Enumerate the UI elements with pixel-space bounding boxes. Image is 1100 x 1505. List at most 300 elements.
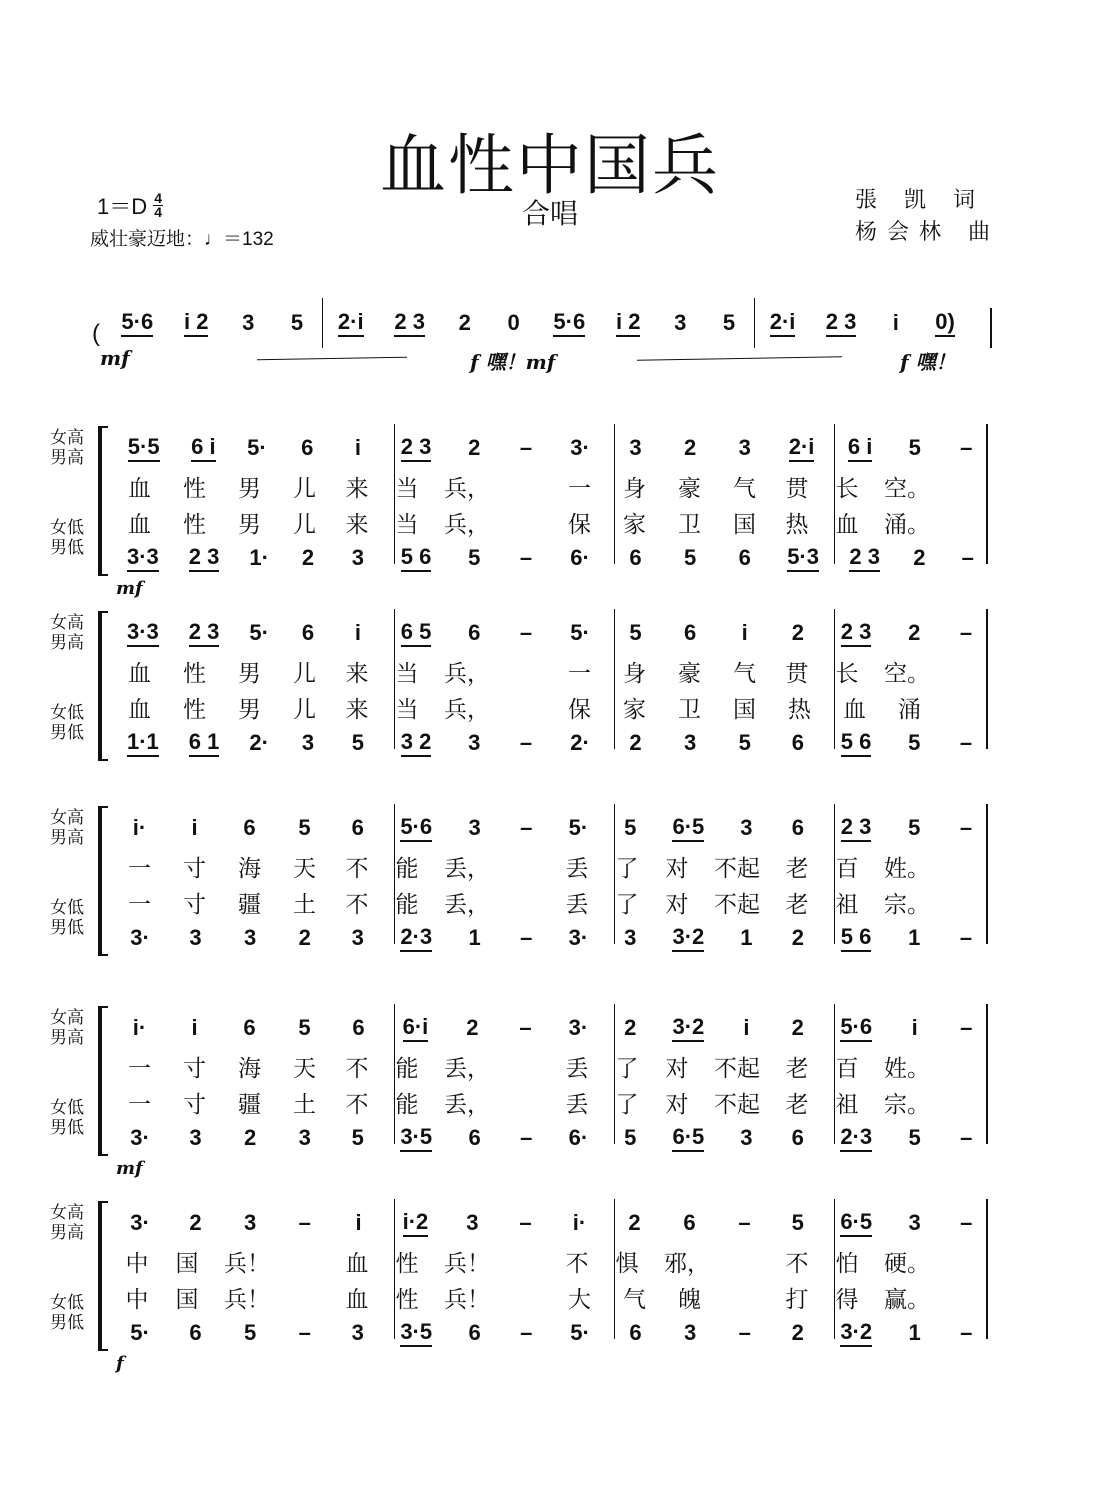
lyric-row	[112, 653, 992, 689]
measure	[552, 884, 772, 920]
lyric-syllable: 对	[665, 891, 689, 918]
lyric-syllable: 长	[835, 475, 859, 502]
note: 6·	[570, 545, 590, 570]
lower-voice-row	[112, 540, 992, 576]
crescendo-hairpin	[637, 356, 842, 361]
note: 5	[290, 310, 304, 335]
lyric-syllable: 国	[733, 696, 756, 723]
note: i	[354, 435, 361, 460]
lyric-syllable: 血	[835, 511, 859, 538]
note: 2 3	[394, 309, 425, 337]
measure	[772, 1243, 992, 1279]
lyric-syllable: 海	[238, 1055, 261, 1082]
note: –	[960, 1125, 973, 1150]
dynamic-mark: f 嘿！	[900, 350, 956, 374]
lyric-syllable: 豪	[678, 475, 701, 502]
lyric-syllable: 寸	[183, 891, 206, 918]
measure	[552, 725, 772, 761]
note: 3·	[568, 925, 589, 950]
note: 5 6	[841, 924, 872, 952]
measure	[552, 653, 772, 689]
barline	[394, 804, 395, 944]
measure	[112, 920, 332, 956]
note: 3	[242, 310, 255, 335]
lyric-syllable: 贯	[785, 660, 809, 687]
note: 5	[629, 620, 642, 645]
note: 3·2	[840, 1319, 872, 1347]
measure	[112, 848, 332, 884]
barline	[394, 1004, 395, 1144]
note: 2·i	[770, 309, 796, 337]
note: 5	[908, 1125, 921, 1150]
measure	[112, 1243, 332, 1279]
measure	[112, 468, 332, 504]
lyric-syllable: 能	[395, 1091, 419, 1118]
note: 3·	[130, 925, 150, 950]
lyric-syllable: 当	[395, 475, 419, 502]
note: 5·	[568, 815, 589, 840]
barline	[394, 424, 395, 564]
note: 5·6	[400, 814, 432, 842]
note: 5	[298, 1015, 311, 1040]
note: 6 i	[848, 434, 872, 462]
note: 6	[683, 1210, 696, 1235]
lyric-syllable: 丢，	[444, 1091, 490, 1118]
note: 2	[629, 730, 642, 755]
dynamic-mark: mf	[116, 578, 143, 599]
note: 6 i	[191, 434, 215, 462]
note: 6 5	[401, 619, 432, 647]
note: 2 3	[401, 434, 432, 462]
measure	[552, 615, 772, 651]
note: 3	[189, 925, 202, 950]
measure	[772, 884, 992, 920]
measure	[552, 430, 772, 466]
lyric-syllable: 对	[665, 855, 689, 882]
note: 5	[468, 545, 481, 570]
measure	[772, 1315, 992, 1351]
measure	[332, 430, 552, 466]
note: –	[960, 1320, 973, 1345]
lyric-syllable: 对	[665, 1091, 689, 1118]
lyric-syllable: 不起	[714, 855, 760, 882]
measure	[552, 1120, 772, 1156]
lyric-syllable: 性	[183, 696, 206, 723]
note: i 2	[184, 309, 208, 337]
lyric-syllable: 丢	[565, 855, 589, 882]
lyric-syllable: 来	[345, 511, 369, 538]
barline	[614, 804, 615, 944]
measure	[772, 920, 992, 956]
note: –	[961, 545, 974, 570]
note: 2	[908, 620, 921, 645]
measure	[112, 725, 332, 761]
measure	[552, 1279, 772, 1315]
lyric-syllable: 儿	[293, 475, 316, 502]
lyric-syllable: 血	[345, 1250, 369, 1277]
lyric-syllable: 宗。	[884, 1091, 930, 1118]
note: 3·	[568, 1015, 589, 1040]
lyric-syllable: 不起	[714, 1091, 760, 1118]
measure	[552, 540, 772, 576]
key-label: 1＝D	[97, 194, 148, 219]
lyric-syllable: 贯	[785, 475, 809, 502]
note: 2·3	[400, 924, 432, 952]
measure	[552, 1205, 772, 1241]
note: –	[520, 1320, 533, 1345]
lyric-syllable: 邪，	[664, 1250, 710, 1277]
lyric-row	[112, 689, 992, 725]
measure	[112, 689, 332, 725]
note: 6 1	[189, 729, 220, 757]
note: 5	[791, 1210, 804, 1235]
note: i	[191, 1015, 198, 1040]
lyric-syllable: 气	[733, 475, 756, 502]
lyric-syllable: 不	[345, 1055, 369, 1082]
note: i·	[132, 815, 147, 840]
note: 5	[624, 815, 637, 840]
note: 1	[468, 925, 481, 950]
note: –	[298, 1210, 311, 1235]
lyric-syllable: 一	[568, 660, 591, 687]
note: 2	[791, 620, 805, 645]
measure	[332, 689, 552, 725]
lyric-syllable: 土	[293, 891, 316, 918]
lyric-syllable: 长	[835, 660, 859, 687]
lyric-syllable: 宗。	[884, 891, 930, 918]
lyric-syllable: 热	[788, 696, 811, 723]
note: 6·5	[672, 814, 704, 842]
lyric-row	[112, 1243, 992, 1279]
note: 3	[468, 815, 481, 840]
measure	[332, 1315, 552, 1351]
measure	[112, 1315, 332, 1351]
tempo-marking: 威壮豪迈地：♩＝132	[90, 229, 274, 250]
measure	[112, 1205, 332, 1241]
lyric-syllable: 性	[395, 1286, 419, 1313]
measure	[772, 653, 992, 689]
note: 3	[683, 730, 697, 755]
lyric-syllable: 不	[345, 891, 369, 918]
note: 3·2	[672, 924, 704, 952]
measure	[332, 848, 552, 884]
lyric-syllable: 来	[345, 696, 369, 723]
lyric-syllable: 豪	[678, 660, 701, 687]
lyric-syllable: 打	[785, 1286, 809, 1313]
credits	[855, 185, 1000, 249]
note: –	[519, 1015, 532, 1040]
note: 2	[624, 1015, 637, 1040]
note: 2 3	[841, 619, 872, 647]
barline	[986, 1004, 988, 1144]
measure	[772, 848, 992, 884]
measure	[772, 1084, 992, 1120]
note: 2	[791, 1015, 804, 1040]
note: 5·6	[840, 1014, 872, 1042]
lyric-syllable: 当	[395, 696, 419, 723]
note: 2·i	[338, 309, 364, 337]
lyric-syllable: 来	[345, 660, 369, 687]
lyric-syllable: 中	[125, 1286, 149, 1313]
barline	[834, 424, 835, 564]
note: 5·6	[553, 309, 585, 337]
note: 1	[908, 1320, 921, 1345]
note: 2 3	[841, 814, 872, 842]
lyric-syllable: 兵！	[224, 1250, 270, 1277]
lyric-row	[112, 1279, 992, 1315]
measure	[112, 1279, 332, 1315]
barline	[834, 609, 835, 749]
lyric-syllable: 来	[345, 475, 369, 502]
note: 5·	[570, 1320, 590, 1345]
lyric-syllable: 丢	[565, 891, 589, 918]
dynamic-mark: f 嘿！mf	[470, 350, 556, 374]
upper-voice-row	[112, 430, 992, 466]
barline	[614, 609, 615, 749]
note: 6·5	[672, 1124, 704, 1152]
note: –	[738, 1210, 751, 1235]
lyric-syllable: 能	[395, 855, 419, 882]
lyric-syllable: 不起	[714, 891, 760, 918]
note: 3	[351, 925, 364, 950]
lyric-syllable: 对	[665, 1055, 689, 1082]
lyric-syllable: 不	[565, 1250, 589, 1277]
measure	[112, 653, 332, 689]
measure	[772, 615, 992, 651]
lyric-syllable: 空。	[884, 475, 930, 502]
system-bracket	[98, 1006, 108, 1156]
note: 5	[722, 310, 736, 335]
time-signature: $\frac{4}{4}$	[154, 190, 163, 220]
measure	[332, 540, 552, 576]
lyric-syllable: 兵！	[444, 1286, 490, 1313]
note: 6	[189, 1320, 202, 1345]
dynamic-mark: mf	[116, 1158, 143, 1179]
lower-voice-row	[112, 1315, 992, 1351]
measure	[552, 810, 772, 846]
lyric-syllable: 儿	[293, 511, 316, 538]
lyric-syllable: 国	[175, 1286, 199, 1313]
measure	[332, 920, 552, 956]
note: 2	[628, 1210, 641, 1235]
measure	[772, 1205, 992, 1241]
song-subtitle: 合唱	[521, 197, 578, 230]
note: 5	[908, 730, 921, 755]
measure	[112, 1010, 332, 1046]
lyric-syllable: 老	[785, 1055, 809, 1082]
note: 1	[740, 925, 753, 950]
system-bracket	[98, 426, 108, 576]
lyric-syllable: 兵！	[444, 1250, 490, 1277]
note: –	[519, 545, 533, 570]
note: –	[519, 620, 533, 645]
measure	[112, 504, 332, 540]
lyric-syllable: 祖	[835, 891, 859, 918]
dynamic-mark: f	[116, 1353, 124, 1374]
measure	[112, 615, 332, 651]
measure	[772, 1048, 992, 1084]
note: 3·5	[400, 1319, 432, 1347]
measure	[772, 810, 992, 846]
note: 3	[629, 435, 642, 460]
note: 3	[674, 310, 687, 335]
measure	[332, 884, 552, 920]
note: 3·5	[400, 1124, 432, 1152]
lyric-syllable: 身	[623, 660, 646, 687]
note: 5 6	[841, 729, 872, 757]
note: 3	[740, 815, 753, 840]
measure	[106, 298, 323, 348]
note: 5	[298, 815, 311, 840]
note: 3	[624, 925, 637, 950]
measure	[112, 430, 332, 466]
lyric-syllable: 男	[238, 511, 261, 538]
score-system: 女高 男高 女低 男低 5·5 6 i 5· 6 i 2 3 2 – 3· 3 2 3 2·i 6 i 5 – 血 性 男 儿 来 当 兵， 一 身 豪 气 贯 长 空。 血 性 男 儿 来 当 兵， 保 家 卫 国 热 血 涌。 3·3 2 3 1· 2 3 5 6 5 – 6· 6 5 6 5·3 2 3 2 – mf	[50, 420, 1000, 580]
note: 2	[468, 435, 481, 460]
measure	[332, 1084, 552, 1120]
intro-line	[92, 298, 992, 388]
lyric-syllable: 一	[128, 1091, 151, 1118]
note: 5	[908, 815, 921, 840]
note: i·2	[403, 1209, 429, 1237]
lyric-row	[112, 468, 992, 504]
lyric-syllable: 赢。	[884, 1286, 930, 1313]
lyric-syllable: 兵，	[444, 511, 490, 538]
measure	[112, 1120, 332, 1156]
note: 1·	[249, 545, 269, 570]
system-bracket	[98, 611, 108, 761]
measure	[332, 1048, 552, 1084]
barline	[834, 1199, 835, 1339]
lyric-syllable: 涌	[898, 696, 921, 723]
composer: 杨会林 曲	[855, 220, 1000, 245]
measure	[552, 1048, 772, 1084]
barline	[986, 609, 988, 749]
note: 6	[468, 1320, 481, 1345]
lyric-syllable: 卫	[678, 511, 701, 538]
intro-notes: ( 5·6 i 2 3 5 2·i 2 3 2 0 5·6 i 2 3 5 2·i 2 3 i 0)	[92, 298, 992, 348]
lyric-syllable: 不	[345, 1091, 369, 1118]
lyric-syllable: 血	[128, 475, 151, 502]
note: 2	[189, 1210, 202, 1235]
note: 6	[683, 620, 697, 645]
lyric-syllable: 不	[345, 855, 369, 882]
lyric-syllable: 性	[183, 660, 206, 687]
note: –	[960, 435, 973, 460]
note: 2 3	[826, 309, 857, 337]
note: 2·i	[789, 434, 815, 462]
note: –	[959, 620, 973, 645]
lyric-syllable: 血	[128, 660, 151, 687]
measure	[772, 430, 992, 466]
lyric-syllable: 疆	[238, 1091, 261, 1118]
lyric-syllable: 魄	[678, 1286, 701, 1313]
lyric-syllable: 不起	[714, 1055, 760, 1082]
upper-voice-row	[112, 810, 992, 846]
note: 6	[468, 1125, 481, 1150]
lyric-syllable: 性	[183, 511, 206, 538]
note: 3	[351, 1320, 364, 1345]
lyric-row	[112, 1048, 992, 1084]
lyric-row	[112, 848, 992, 884]
note: 3	[738, 435, 751, 460]
note: 3	[466, 1210, 479, 1235]
barline	[834, 804, 835, 944]
barline	[394, 1199, 395, 1339]
note: 0	[507, 310, 520, 335]
barline	[986, 804, 988, 944]
note: 5·	[570, 620, 590, 645]
note: 5	[243, 1320, 257, 1345]
lyric-syllable: 寸	[183, 855, 206, 882]
lyric-syllable: 寸	[183, 1091, 206, 1118]
measure	[332, 810, 552, 846]
note: 5·	[247, 435, 267, 460]
score-system: 女高 男高 女低 男低 i· i 6 5 6 6·i 2 – 3· 2 3·2 i 2 5·6 i – 一 寸 海 天 不 能 丢， 丢 了 对 不起 老 百 姓。 一 寸 疆 土 不 能 丢， 丢 了 对 不起 老 祖 宗。 3· 3 2 3 5 3·5 6 – 6· 5 6·5 3 6 2·3 5 – mf	[50, 1000, 1000, 1160]
lyric-syllable: 兵，	[444, 475, 490, 502]
note: 2	[466, 1015, 479, 1040]
lyric-syllable: 儿	[293, 660, 316, 687]
intro-dynamics	[92, 346, 992, 376]
lyric-syllable: 能	[395, 1055, 419, 1082]
barline	[986, 1199, 988, 1339]
note: 3	[243, 925, 257, 950]
note: 5	[683, 545, 697, 570]
note: 3 2	[401, 729, 432, 757]
lyric-syllable: 兵，	[444, 696, 490, 723]
measure	[332, 1243, 552, 1279]
measure	[552, 468, 772, 504]
note: i	[892, 310, 899, 335]
lyric-syllable: 天	[293, 855, 316, 882]
barline	[614, 1004, 615, 1144]
lower-voice-row	[112, 920, 992, 956]
lyric-syllable: 老	[785, 855, 809, 882]
measure	[332, 1205, 552, 1241]
lyric-syllable: 姓。	[884, 1055, 930, 1082]
note: 6·5	[840, 1209, 872, 1237]
note: 6	[791, 815, 805, 840]
upper-voice-row	[112, 1010, 992, 1046]
lyric-syllable: 姓。	[884, 855, 930, 882]
lyric-syllable: 家	[623, 696, 646, 723]
note: i·	[572, 1210, 587, 1235]
note: 2	[791, 1320, 804, 1345]
note: i 2	[616, 309, 640, 337]
measure	[332, 1010, 552, 1046]
measure	[772, 1279, 992, 1315]
note: 5·	[130, 1320, 150, 1345]
note: 2 3	[849, 544, 880, 572]
lyricist: 張 凯 词	[855, 188, 985, 213]
lyric-syllable: 能	[395, 891, 419, 918]
note: 6	[352, 1015, 365, 1040]
measure	[552, 689, 772, 725]
measure	[552, 920, 772, 956]
lyric-syllable: 保	[568, 696, 591, 723]
note: –	[519, 1210, 532, 1235]
measure	[772, 689, 992, 725]
note: 3	[468, 730, 481, 755]
lyric-syllable: 血	[345, 1286, 369, 1313]
note: 2	[243, 1125, 257, 1150]
note: 2 3	[189, 544, 220, 572]
lyric-syllable: 中	[125, 1250, 149, 1277]
note: 3	[908, 1210, 921, 1235]
note: 6	[791, 1125, 804, 1150]
lyric-syllable: 了	[615, 891, 639, 918]
lyric-syllable: 儿	[293, 696, 316, 723]
